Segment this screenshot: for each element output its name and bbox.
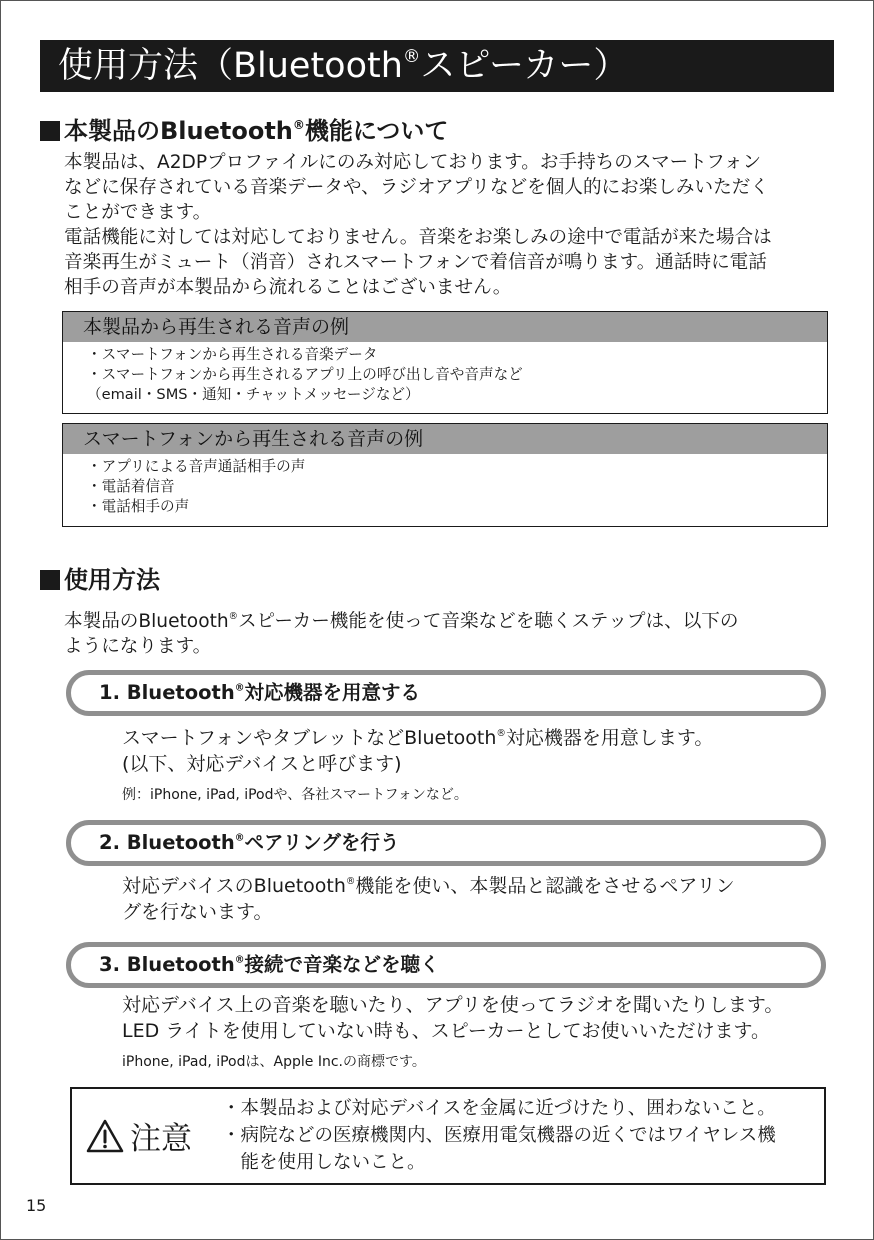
- section-heading-tail: 機能について: [304, 117, 449, 145]
- box-title: スマートフォンから再生される音声の例: [63, 424, 827, 454]
- step-3-description: [122, 992, 783, 1044]
- step-heading-text: 2. Bluetooth: [99, 831, 235, 854]
- step-2-description: [122, 873, 735, 925]
- warning-triangle-icon: [86, 1119, 124, 1153]
- square-bullet-icon: [40, 570, 60, 590]
- step-1-note: 例：iPhone, iPad, iPodや、各社スマートフォンなど。: [122, 787, 468, 803]
- text-run: 対応機器を用意します。: [505, 727, 714, 749]
- section1-paragraph: [64, 150, 834, 300]
- step-heading-tail: ペアリングを行う: [244, 831, 400, 854]
- text-run: 対応デバイスのBluetooth: [122, 875, 346, 897]
- box-title: 本製品から再生される音声の例: [63, 312, 827, 342]
- paragraph-line: 相手の音声が本製品から流れることはございません。: [64, 277, 512, 298]
- registered-mark: ®: [345, 875, 356, 887]
- step-heading-text: 1. Bluetooth: [99, 681, 235, 704]
- section2-intro: [64, 609, 834, 659]
- paragraph-line: ようになります。: [64, 636, 212, 657]
- caution-list: [222, 1095, 776, 1176]
- trademark-note: iPhone, iPad, iPodは、Apple Inc.の商標です。: [122, 1054, 426, 1070]
- paragraph-line: [122, 725, 713, 751]
- paragraph-line: [64, 609, 834, 634]
- paragraph-line: LED ライトを使用していない時も、スピーカーとしてお使いいただけます。: [122, 1020, 771, 1042]
- step-1-description: [122, 725, 713, 777]
- registered-mark: ®: [234, 832, 245, 844]
- page-number: 15: [26, 1196, 47, 1215]
- section-heading-text: 本製品のBluetooth: [64, 117, 293, 145]
- list-item: ・アプリによる音声通話相手の声: [87, 458, 306, 475]
- caution-title: 注意: [130, 1121, 192, 1157]
- registered-mark: ®: [402, 47, 421, 68]
- list-item: ・電話相手の声: [87, 498, 190, 515]
- text-run: スマートフォンやタブレットなどBluetooth: [122, 727, 497, 749]
- list-item: ・病院などの医療機関内、医療用電気機器の近くではワイヤレス機: [222, 1125, 776, 1146]
- paragraph-line: 本製品は、A2DPプロファイルにのみ対応しております。お手持ちのスマートフォン: [64, 152, 762, 173]
- box-body: [63, 454, 827, 517]
- box-product-audio-examples: [62, 311, 828, 414]
- step-3-heading: [66, 942, 826, 988]
- section-heading-bluetooth-function: [40, 116, 448, 146]
- paragraph-line: ことができます。: [64, 202, 212, 223]
- registered-mark: ®: [228, 611, 238, 623]
- list-item: 能を使用しないこと。: [222, 1152, 426, 1173]
- list-item: ・本製品および対応デバイスを金属に近づけたり、囲わないこと。: [222, 1098, 776, 1119]
- paragraph-line: 対応デバイス上の音楽を聴いたり、アプリを使ってラジオを聞いたりします。: [122, 994, 784, 1016]
- step-1-heading: [66, 670, 826, 716]
- caution-label: [86, 1113, 192, 1158]
- paragraph-line: [122, 873, 735, 899]
- step-heading-tail: 接続で音楽などを聴く: [244, 953, 440, 976]
- paragraph-line: グを行ないます。: [122, 901, 273, 923]
- step-heading-text: 3. Bluetooth: [99, 953, 235, 976]
- caution-box: [70, 1087, 826, 1185]
- registered-mark: ®: [234, 954, 245, 966]
- registered-mark: ®: [496, 727, 506, 739]
- registered-mark: ®: [292, 117, 305, 132]
- page-title-text: 使用方法（Bluetooth: [58, 46, 403, 86]
- square-bullet-icon: [40, 121, 60, 141]
- section-heading-usage: [40, 565, 160, 595]
- list-item: ・電話着信音: [87, 478, 175, 495]
- paragraph-line: 電話機能に対しては対応しておりません。音楽をお楽しみの途中で電話が来た場合は: [64, 227, 772, 248]
- text-run: スピーカー機能を使って音楽などを聴くステップは、以下の: [237, 611, 739, 632]
- list-item: （email・SMS・通知・チャットメッセージなど）: [87, 386, 420, 403]
- box-body: [63, 342, 827, 405]
- section-heading-text: 使用方法: [64, 566, 160, 594]
- step-2-heading: [66, 820, 826, 866]
- registered-mark: ®: [234, 682, 245, 694]
- list-item: ・スマートフォンから再生される音楽データ: [87, 346, 378, 363]
- paragraph-line: (以下、対応デバイスと呼びます): [122, 753, 402, 775]
- paragraph-line: 音楽再生がミュート（消音）されスマートフォンで着信音が鳴ります。通話時に電話: [64, 252, 767, 273]
- box-smartphone-audio-examples: [62, 423, 828, 527]
- text-run: 本製品のBluetooth: [64, 611, 229, 632]
- text-run: 機能を使い、本製品と認識をさせるペアリン: [355, 875, 735, 897]
- step-heading-tail: 対応機器を用意する: [244, 681, 421, 704]
- list-item: ・スマートフォンから再生されるアプリ上の呼び出し音や音声など: [87, 366, 523, 383]
- page-title: [40, 40, 834, 92]
- page-title-tail: スピーカー）: [420, 46, 629, 86]
- paragraph-line: などに保存されている音楽データや、ラジオアプリなどを個人的にお楽しみいただく: [64, 177, 769, 198]
